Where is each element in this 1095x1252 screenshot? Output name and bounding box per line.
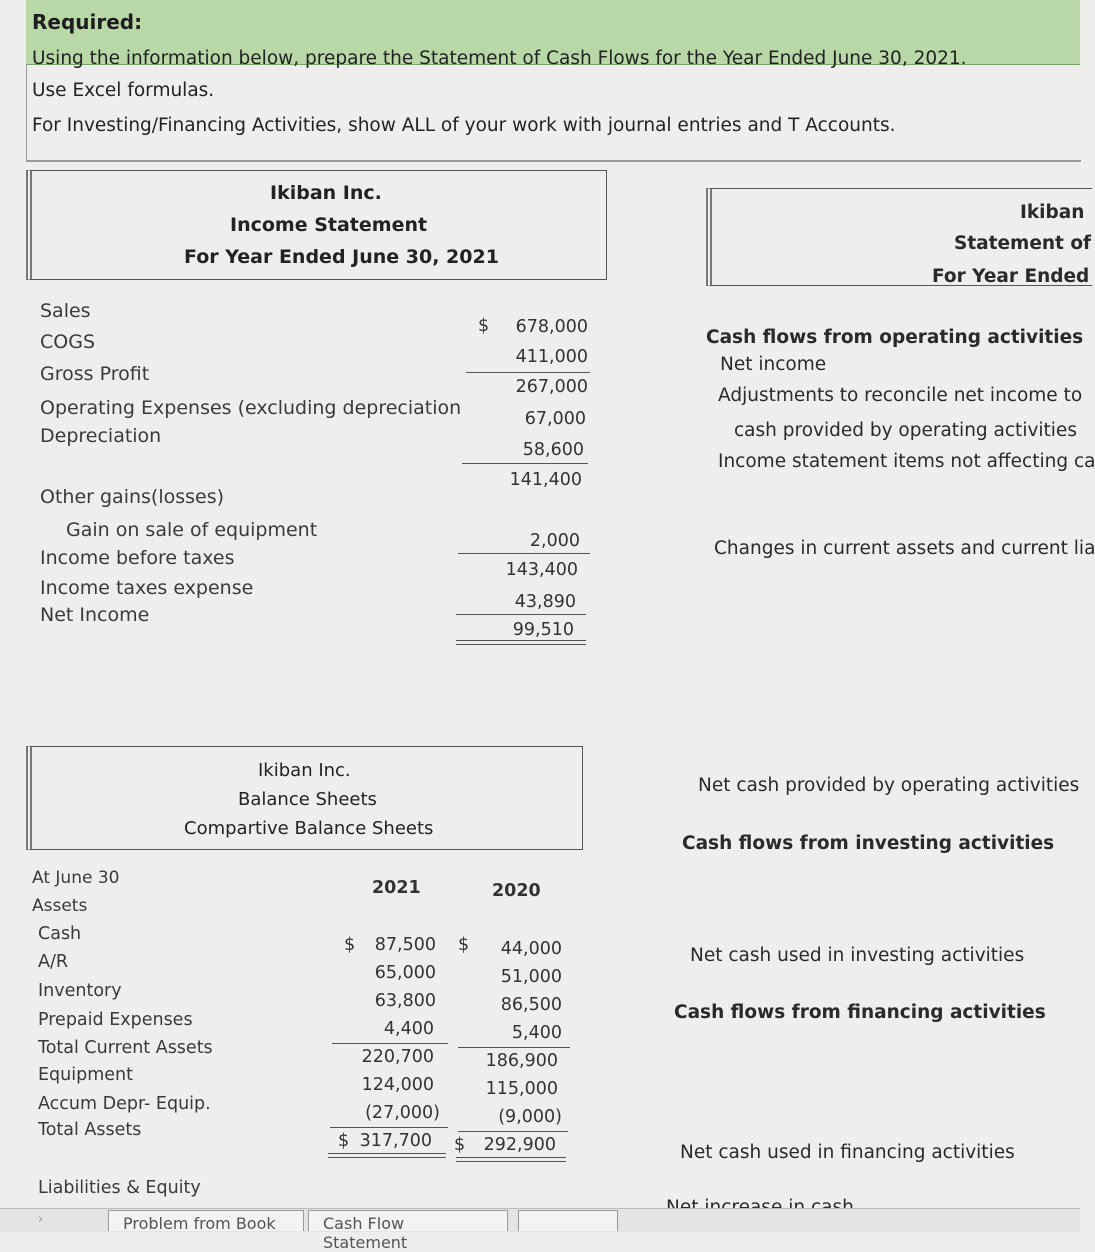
cf-net-investing: Net cash used in investing activities: [690, 945, 1025, 966]
cf-operating-header: Cash flows from operating activities: [706, 327, 1084, 348]
bs-label-ar: A/R: [38, 952, 69, 972]
is-period: For Year Ended June 30, 2021: [184, 246, 499, 268]
is-rule-gain: [458, 553, 590, 554]
tab-cash-flow-statement[interactable]: Cash Flow Statement: [308, 1210, 508, 1231]
cf-financing-header: Cash flows from financing activities: [674, 1002, 1046, 1023]
bs-label-cash: Cash: [38, 924, 82, 944]
bs-2020-total-assets: 292,900: [483, 1135, 556, 1155]
is-label-income-before-taxes: Income before taxes: [40, 547, 235, 569]
bs-2020-prepaid: 5,400: [511, 1023, 562, 1043]
bs-rule-2021-current: [332, 1043, 448, 1044]
cf-net-financing: Net cash used in financing activities: [680, 1142, 1015, 1163]
bs-rule-2021-total: [330, 1127, 448, 1128]
bs-2021-accum-depr: (27,000): [365, 1103, 440, 1123]
is-value-income-before-taxes: 143,400: [505, 560, 578, 580]
is-label-gain-on-sale: Gain on sale of equipment: [66, 519, 318, 541]
is-value-gain-on-sale: 2,000: [529, 531, 580, 551]
is-value-income-taxes: 43,890: [514, 592, 576, 612]
bs-label-total-assets: Total Assets: [38, 1120, 142, 1140]
is-label-income-taxes: Income taxes expense: [40, 577, 254, 599]
is-label-gross-profit: Gross Profit: [40, 363, 150, 385]
bs-label-inventory: Inventory: [38, 981, 122, 1001]
required-line-1: Using the information below, prepare the Statement of Cash Flows for the Year Ended June 30, 2021.: [32, 48, 967, 69]
bs-rule-2020-current: [458, 1047, 570, 1048]
bs-2021-total-assets: 317,700: [359, 1131, 432, 1151]
tab-scroll-left-icon[interactable]: ›: [38, 1212, 44, 1227]
is-value-sales: 678,000: [515, 317, 588, 337]
bs-2021-total-current: 220,700: [361, 1047, 434, 1067]
cf-adjustments: Adjustments to reconcile net income to: [718, 385, 1083, 406]
is-label-sales: Sales: [40, 300, 91, 322]
is-value-depreciation: 58,600: [522, 440, 584, 460]
bs-2020-inventory: 86,500: [500, 995, 562, 1015]
is-rule-taxes: [456, 614, 586, 615]
bs-year-2020: 2020: [492, 881, 541, 901]
bs-2021-inventory: 63,800: [374, 991, 436, 1011]
cf-changes-current: Changes in current assets and current lia: [714, 538, 1095, 559]
bs-2020-equipment: 115,000: [485, 1079, 558, 1099]
tab-blank[interactable]: [518, 1210, 618, 1231]
bs-label-prepaid: Prepaid Expenses: [38, 1010, 193, 1030]
cf-non-cash-items: Income statement items not affecting ca: [718, 451, 1095, 472]
bs-assets-label: Assets: [32, 896, 88, 916]
bs-2021-ar: 65,000: [374, 963, 436, 983]
bs-label-accum-depr: Accum Depr- Equip.: [38, 1094, 211, 1114]
bs-2021-equipment: 124,000: [361, 1075, 434, 1095]
bs-2020-accum-depr: (9,000): [498, 1107, 562, 1127]
bs-rule-2020-total: [458, 1131, 568, 1132]
is-dollar-sign: $: [478, 316, 490, 336]
bs-label-equipment: Equipment: [38, 1065, 133, 1085]
cf-period: For Year Ended: [932, 266, 1090, 287]
bs-2020-total-current: 186,900: [485, 1051, 558, 1071]
cf-adjustments-2: cash provided by operating activities: [734, 420, 1077, 441]
tab-problem-from-book[interactable]: Problem from Book: [108, 1210, 304, 1231]
bs-double-rule-2021: [328, 1153, 446, 1158]
is-value-operating-expenses: 67,000: [524, 409, 586, 429]
bs-double-rule-2020: [456, 1157, 566, 1162]
bs-company: Ikiban Inc.: [258, 760, 351, 781]
is-double-rule-net-income: [456, 640, 586, 645]
is-rule-cogs: [466, 372, 590, 373]
cf-company: Ikiban: [1020, 202, 1085, 223]
is-label-other-gains: Other gains(losses): [40, 486, 225, 508]
bs-dollar-total-2020: $: [454, 1135, 466, 1155]
bs-dollar-cash-2020: $: [458, 935, 470, 955]
bs-dollar-total-2021: $: [338, 1131, 350, 1151]
is-label-operating-expenses: Operating Expenses (excluding depreciation: [40, 397, 462, 419]
cf-net-income: Net income: [720, 354, 827, 375]
required-title: Required:: [32, 10, 143, 34]
bs-2020-ar: 51,000: [500, 967, 562, 987]
is-label-cogs: COGS: [40, 331, 96, 353]
required-line-2: Use Excel formulas.: [32, 80, 215, 101]
bs-dollar-cash-2021: $: [344, 935, 356, 955]
is-title: Income Statement: [230, 214, 428, 236]
bs-liabilities-label: Liabilities & Equity: [38, 1178, 201, 1198]
is-label-depreciation: Depreciation: [40, 425, 162, 447]
cf-investing-header: Cash flows from investing activities: [682, 833, 1055, 854]
is-value-subtotal: 141,400: [509, 470, 582, 490]
is-rule-depreciation: [462, 463, 588, 464]
is-value-net-income: 99,510: [512, 620, 574, 640]
bs-2021-prepaid: 4,400: [383, 1019, 434, 1039]
required-box: [26, 64, 1081, 162]
is-value-cogs: 411,000: [515, 347, 588, 367]
bs-2020-cash: 44,000: [500, 939, 562, 959]
is-value-gross-profit: 267,000: [515, 377, 588, 397]
bs-subtitle: Compartive Balance Sheets: [184, 818, 434, 839]
bs-title: Balance Sheets: [238, 789, 377, 810]
cf-net-operating: Net cash provided by operating activities: [698, 775, 1080, 796]
bs-at-date: At June 30: [32, 868, 120, 888]
bs-year-2021: 2021: [372, 878, 421, 898]
bs-2021-cash: 87,500: [374, 935, 436, 955]
is-label-net-income: Net Income: [40, 604, 150, 626]
bs-label-total-current-assets: Total Current Assets: [38, 1038, 213, 1058]
required-line-3: For Investing/Financing Activities, show ALL of your work with journal entries and T Accounts.: [32, 115, 896, 136]
is-company: Ikiban Inc.: [270, 182, 382, 204]
cf-title: Statement of: [954, 233, 1092, 254]
